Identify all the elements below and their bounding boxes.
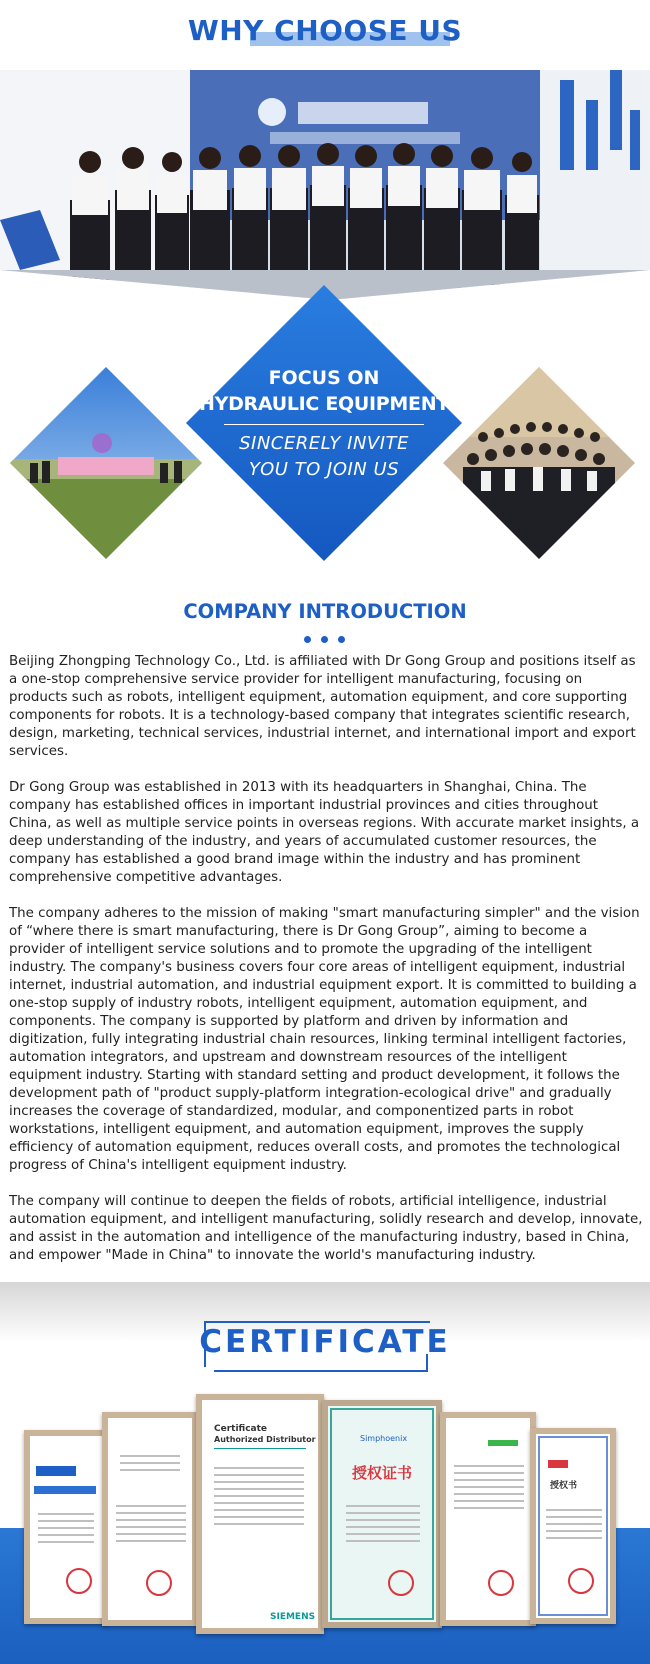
company-introduction-body [9,653,643,1283]
simphoenix-title: 授权证书 [352,1464,413,1482]
cert-content [32,1438,100,1616]
authorization-title: 授权书 [550,1481,578,1491]
cert-content [538,1436,608,1616]
siemens-header-1: Certificate [214,1424,268,1434]
focus-divider [224,424,424,425]
intro-paragraph-3: The company adheres to the mission of making "smart manufacturing simpler" and the vision of “where there is smart manufacturing, there is Dr Gong Group”, aiming to become a provider of intelligent service solutions and to promote the upgrading of the intelligent industry. The company's business covers four core areas of intelligent equipment, industrial internet, industrial automation, and industrial equipment export. It is committed to building a one-stop supply of industry robots, intelligent equipment, automation equipment, and components. The company is supported by platform and driven by information and digitization, fully integrating industrial chain resources, linking terminal intelligent factories, automation integrators, and upstream and downstream resources of the intelligent equipment industry. Starting with standard setting and product development, it follows the development path of "product supply-platform integration-ecological drive" and gradually increases the coverage of standardized, modular, and componentized parts in robot workstations, intelligent equipment, and automation equipment, improves the supply efficiency of automation equipment, reduces overall costs, and promotes the technological progress of China's intelligent equipment industry. [9,906,640,1173]
company-introduction-title: COMPANY INTRODUCTION [183,600,467,623]
dot [338,636,345,643]
dot [304,636,311,643]
cert-content [330,1408,434,1620]
intro-paragraph-4: The company will continue to deepen the fields of robots, artificial intelligence, industrial automation equipment, and intelligent manufacturing, solidly research and develop, innovate, and assist in the automation and intelligence of the manufacturing industry, based in China, and empower "Made in China" to innovate the world's manufacturing industry. [9,1194,643,1263]
certificate-card [530,1428,616,1624]
certificate-card [440,1412,536,1626]
certificate-card [102,1412,198,1626]
certificate-title: CERTIFICATE [199,1324,451,1360]
why-choose-us-heading [0,10,650,58]
invite-line-1: SINCERELY INVITE [239,433,409,454]
intro-paragraph-2: Dr Gong Group was established in 2013 with its headquarters in Shanghai, China. The company has established offices in important industrial provinces and cities throughout China, as well as multiple service points in overseas regions. With accurate market insights, a deep understanding of the industry, and years of accumulated customer resources, the company has established a good brand image within the industry and has prominent comprehensive competitive advantages. [9,780,640,885]
cert-content [204,1402,316,1626]
focus-line-2: HYDRAULIC EQUIPMENT [199,393,449,415]
simphoenix-brand: Simphoenix [360,1434,408,1443]
certificate-card [24,1430,108,1624]
focus-text-block [186,365,462,483]
siemens-header-2: Authorized Distributor [214,1435,316,1444]
certificate-section [0,1282,650,1664]
cert-content [110,1420,190,1618]
certificates-row [0,1282,650,1664]
why-choose-us-title: WHY CHOOSE US [187,14,463,47]
simphoenix-certificate [322,1400,442,1628]
siemens-brand: SIEMENS [270,1612,316,1622]
invite-line-2: YOU TO JOIN US [248,459,400,480]
title-dots [300,636,350,644]
focus-line-1: FOCUS ON [268,367,380,389]
siemens-certificate [196,1394,324,1634]
conference-group-photo [443,367,635,559]
dot [321,636,328,643]
outdoor-team-photo [10,367,202,559]
cert-content [448,1420,528,1618]
intro-paragraph-1: Beijing Zhongping Technology Co., Ltd. is affiliated with Dr Gong Group and positions itself as a one-stop comprehensive service provider for intelligent manufacturing, focusing on products such as robots, intelligent equipment, automation equipment, and core supporting components for robots. It is a technology-based company that integrates scientific research, design, marketing, technical services, industrial internet, and international import and export services. [9,654,636,759]
